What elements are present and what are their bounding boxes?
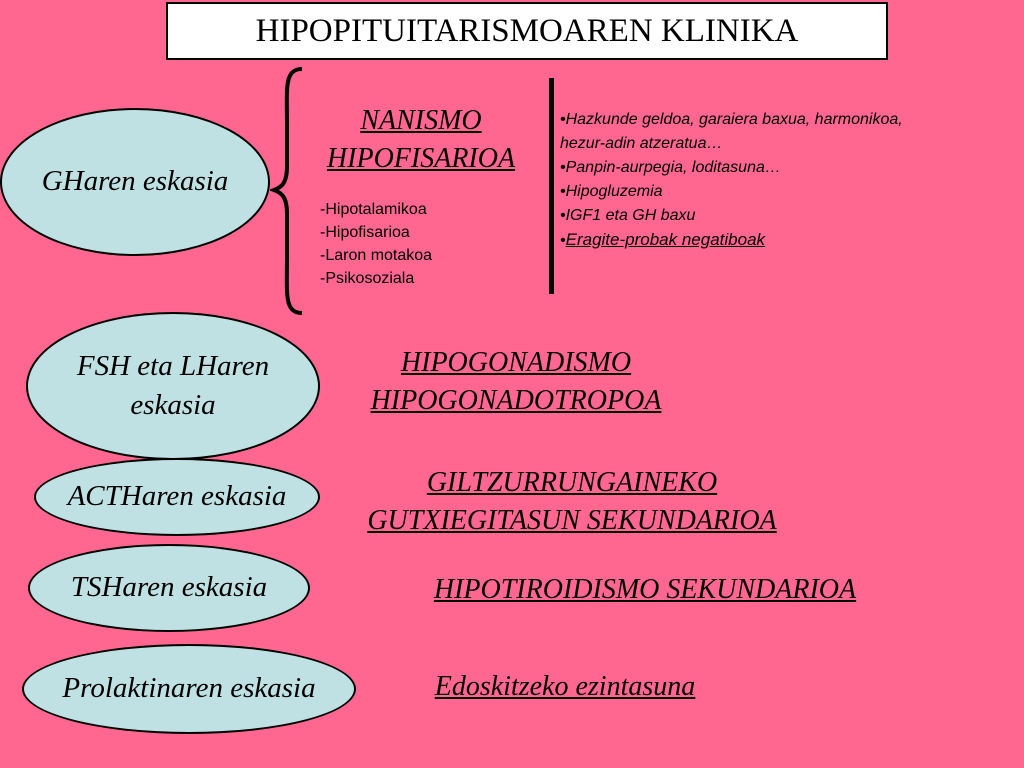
fsh-lh-deficiency-line2: eskasia (130, 389, 216, 421)
vertical-divider (549, 78, 554, 294)
tsh-deficiency-label: TSHaren eskasia (70, 571, 268, 604)
gh-symptom-item: •IGF1 eta GH baxu (560, 207, 696, 224)
gh-deficiency-ellipse (0, 108, 270, 256)
gh-cause-item: -Hipofisarioa (320, 224, 410, 241)
bullet: • (560, 232, 566, 249)
tsh-condition-heading (362, 571, 928, 609)
gh-symptom-item: hezur-adin atzeratua… (560, 135, 723, 152)
gh-cause-item: -Hipotalamikoa (320, 201, 427, 218)
prolactin-deficiency-label: Prolaktinaren eskasia (62, 672, 316, 705)
gh-deficiency-label: GHaren eskasia (41, 165, 229, 198)
gh-condition-line1: NANISMO (360, 105, 482, 136)
fsh-lh-condition-heading (320, 344, 712, 419)
fsh-lh-condition-line2: HIPOGONADOTROPOA (370, 384, 662, 416)
gh-condition-line2: HIPOFISARIOA (326, 142, 516, 174)
gh-symptom-test: Eragite-probak negatiboak (565, 230, 766, 249)
prolactin-deficiency-ellipse (22, 644, 356, 734)
fsh-lh-condition-line1: HIPOGONADISMO (400, 347, 632, 378)
acth-condition-line2: GUTXIEGITASUN SEKUNDARIOA (367, 504, 777, 536)
gh-cause-item: -Psikosoziala (320, 270, 415, 287)
gh-symptoms-list (560, 108, 903, 253)
prolactin-condition-text: Edoskitzeko ezintasuna (434, 671, 696, 702)
slide-title (166, 2, 888, 60)
tsh-condition-text: HIPOTIROIDISMO SEKUNDARIOA (433, 574, 857, 605)
acth-deficiency-label: ACTHaren eskasia (67, 480, 287, 513)
acth-condition-heading (302, 464, 842, 539)
tsh-deficiency-ellipse (28, 544, 310, 632)
prolactin-condition-heading (390, 668, 740, 706)
gh-symptom-item: •Hipogluzemia (560, 183, 663, 200)
gh-symptom-item: •Hazkunde geldoa, garaiera baxua, harmonikoa, (560, 111, 903, 128)
fsh-lh-deficiency-line1: FSH eta LHaren (76, 349, 270, 382)
acth-deficiency-ellipse (34, 458, 320, 536)
gh-symptom-item: •Panpin-aurpegia, loditasuna… (560, 159, 781, 176)
acth-condition-line1: GILTZURRUNGAINEKO (426, 467, 718, 498)
slide-title-text: HIPOPITUITARISMOAREN KLINIKA (255, 12, 799, 49)
gh-symptom-item (560, 228, 903, 253)
fsh-lh-deficiency-ellipse (26, 312, 320, 460)
gh-causes-list (320, 198, 432, 290)
gh-condition-heading (290, 102, 552, 177)
gh-cause-item: -Laron motakoa (320, 247, 433, 264)
